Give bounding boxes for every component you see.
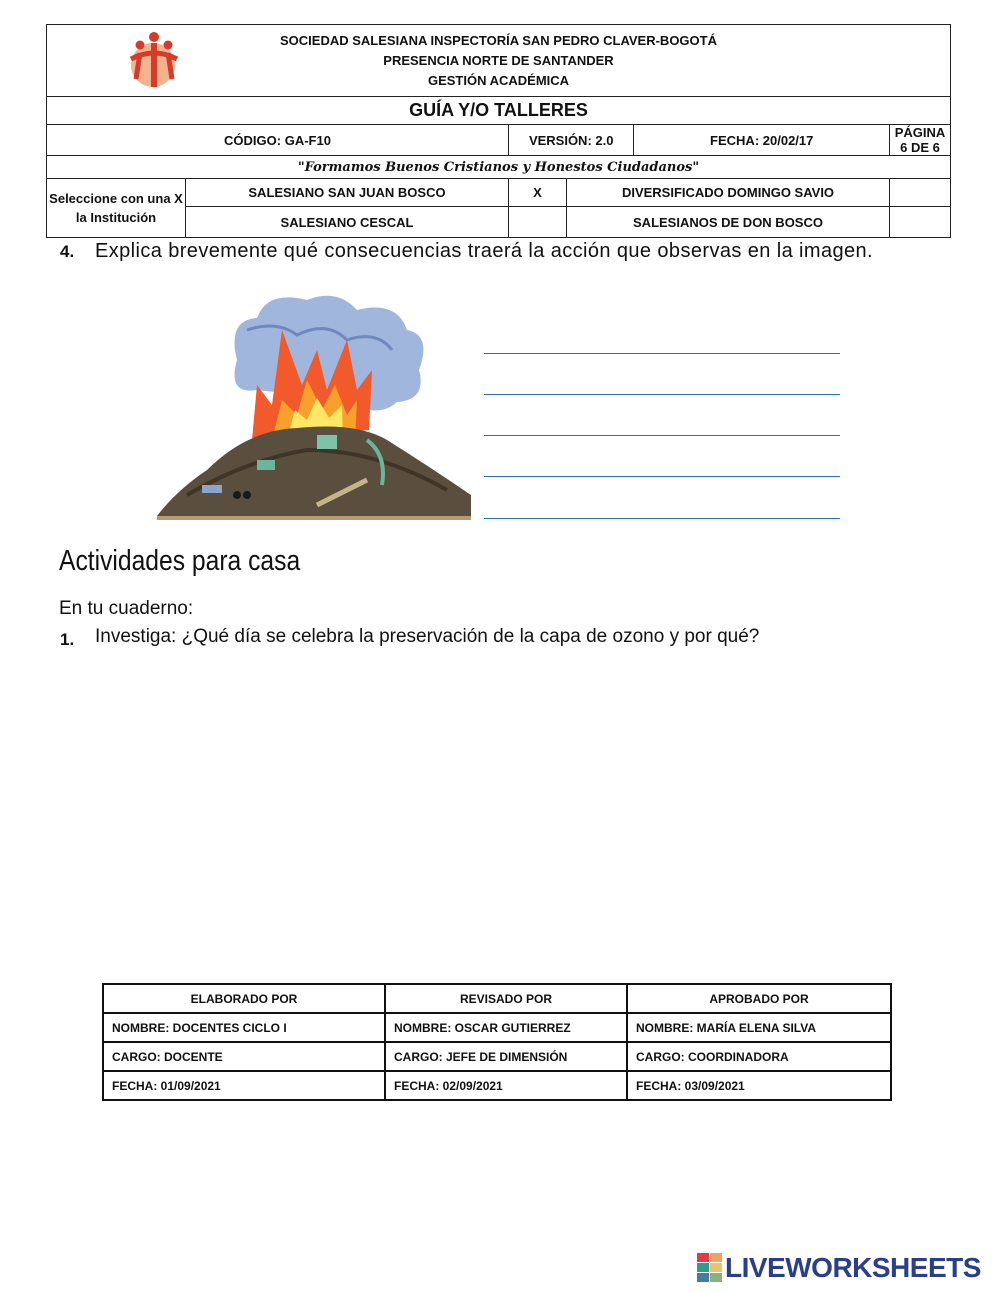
doc-date: FECHA: 20/02/17 <box>634 125 890 156</box>
liveworksheets-icon <box>697 1253 723 1283</box>
home-intro: En tu cuaderno: <box>59 598 194 619</box>
doc-title: GUÍA Y/O TALLERES <box>47 97 951 125</box>
answer-line[interactable] <box>484 394 840 395</box>
question-4-text: Explica brevemente qué consecuencias traerá la acción que observas en la imagen. <box>95 240 873 262</box>
answer-line[interactable] <box>484 353 840 354</box>
approval-header: APROBADO POR <box>627 984 891 1013</box>
institution-1-mark[interactable]: X <box>509 179 567 207</box>
select-label: Seleccione con una X la Institución <box>47 179 186 238</box>
institution-2-mark[interactable] <box>890 179 951 207</box>
approval-cell: CARGO: JEFE DE DIMENSIÓN <box>385 1042 627 1071</box>
doc-code: CÓDIGO: GA-F10 <box>47 125 509 156</box>
approval-header: REVISADO POR <box>385 984 627 1013</box>
institution-3-mark[interactable] <box>509 207 567 238</box>
home-question-1-text: Investiga: ¿Qué día se celebra la preservación de la capa de ozono y por qué? <box>95 626 760 647</box>
approval-cell: CARGO: DOCENTE <box>103 1042 385 1071</box>
answer-line[interactable] <box>484 518 840 519</box>
header-title-cell <box>47 25 951 97</box>
institution-4: SALESIANOS DE DON BOSCO <box>567 207 890 238</box>
doc-version: VERSIÓN: 2.0 <box>509 125 634 156</box>
approval-cell: FECHA: 01/09/2021 <box>103 1071 385 1100</box>
salesian-logo <box>123 29 187 91</box>
approval-header: ELABORADO POR <box>103 984 385 1013</box>
header-table <box>46 24 951 238</box>
institution-3: SALESIANO CESCAL <box>186 207 509 238</box>
approval-cell: FECHA: 02/09/2021 <box>385 1071 627 1100</box>
answer-line[interactable] <box>484 435 840 436</box>
approval-table <box>102 983 892 1101</box>
question-4-number: 4. <box>60 242 75 261</box>
approval-cell: NOMBRE: DOCENTES CICLO I <box>103 1013 385 1042</box>
motto: "Formamos Buenos Cristianos y Honestos Ciudadanos" <box>47 156 951 179</box>
approval-cell: FECHA: 03/09/2021 <box>627 1071 891 1100</box>
institution-2: DIVERSIFICADO DOMINGO SAVIO <box>567 179 890 207</box>
liveworksheets-logo[interactable] <box>697 1252 981 1284</box>
home-activities-heading: Actividades para casa <box>59 545 301 577</box>
home-question-1-number: 1. <box>60 630 75 649</box>
burning-garbage-image <box>157 290 471 520</box>
approval-cell: NOMBRE: OSCAR GUTIERREZ <box>385 1013 627 1042</box>
management-name: GESTIÓN ACADÉMICA <box>427 72 570 88</box>
answer-line[interactable] <box>484 476 840 477</box>
liveworksheets-brand: LIVEWORKSHEETS <box>725 1252 981 1283</box>
institution-4-mark[interactable] <box>890 207 951 238</box>
approval-cell: NOMBRE: MARÍA ELENA SILVA <box>627 1013 891 1042</box>
institution-1: SALESIANO SAN JUAN BOSCO <box>186 179 509 207</box>
presence-name: PRESENCIA NORTE DE SANTANDER <box>383 52 614 68</box>
approval-cell: CARGO: COORDINADORA <box>627 1042 891 1071</box>
org-name: SOCIEDAD SALESIANA INSPECTORÍA SAN PEDRO CLAVER-BOGOTÁ <box>280 32 717 48</box>
doc-page: PÁGINA 6 DE 6 <box>890 125 951 156</box>
